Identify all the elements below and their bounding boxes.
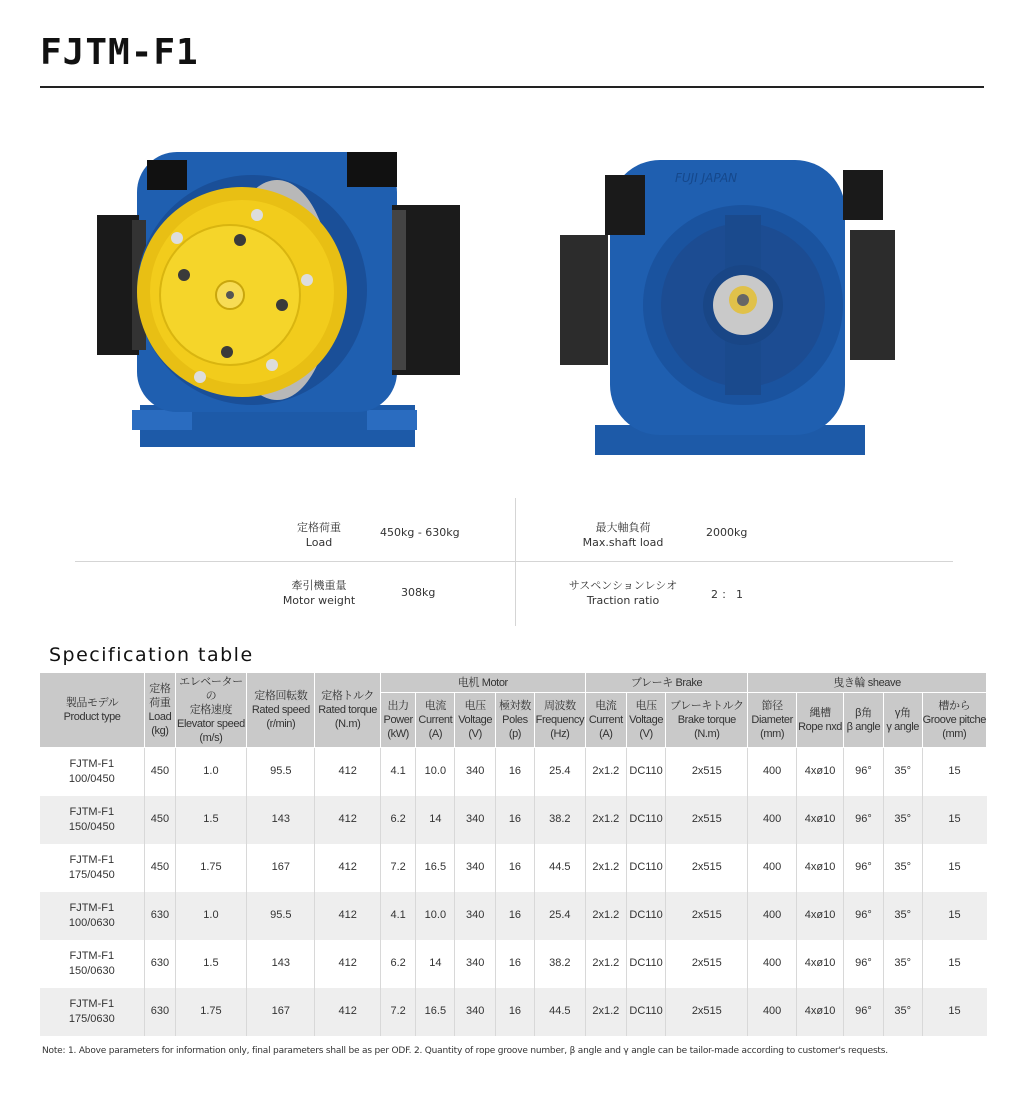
col-header-rated-speed [247, 673, 315, 748]
table-cell: 340 [455, 796, 496, 844]
table-cell: 167 [247, 844, 315, 892]
table-cell: 96° [844, 892, 884, 940]
table-row [40, 844, 987, 892]
table-cell: 35° [883, 748, 922, 796]
table-cell: 1.5 [175, 796, 246, 844]
spec-ratio-value: 2 ： 1 [711, 588, 743, 601]
table-cell: 2x515 [666, 892, 748, 940]
header-line: Elevator speed [177, 718, 245, 730]
table-cell: 16 [496, 940, 535, 988]
table-cell: 35° [883, 988, 922, 1036]
table-cell: 400 [748, 892, 797, 940]
table-cell: 16 [496, 892, 535, 940]
product-type-line: 100/0450 [68, 772, 115, 785]
spec-load-label: 定格荷重 Load [297, 521, 341, 549]
table-cell: 35° [883, 940, 922, 988]
header-line: Load [148, 711, 172, 723]
header-line: (A) [428, 728, 443, 740]
header-line: Rope nxd [798, 721, 843, 733]
header-line: Voltage [629, 714, 664, 726]
col-header-beta-angle [844, 693, 884, 748]
header-line: 电压 [464, 700, 486, 712]
table-cell: 412 [315, 892, 380, 940]
header-line: 製品モデル [65, 697, 119, 709]
key-specs [75, 498, 953, 628]
cell-product-type [40, 796, 145, 844]
spec-shaft-value: 2000kg [706, 526, 748, 539]
title-divider [40, 86, 984, 88]
header-line: 極対数 [499, 700, 531, 712]
header-line: Diameter [751, 714, 793, 726]
header-line: (r/min) [266, 718, 296, 730]
table-cell: 2x515 [666, 988, 748, 1036]
table-cell: 95.5 [247, 748, 315, 796]
product-type-line: 175/0630 [68, 1012, 115, 1025]
header-line: γ angle [886, 721, 920, 733]
header-line: Product type [63, 711, 121, 723]
header-line: 电压 [635, 700, 657, 712]
col-header-power [380, 693, 416, 748]
table-cell: 38.2 [534, 940, 585, 988]
table-cell: 96° [844, 844, 884, 892]
cell-product-type [40, 748, 145, 796]
table-cell: 1.0 [175, 748, 246, 796]
header-line: (A) [599, 728, 613, 740]
header-line: 定格 [149, 683, 171, 695]
table-cell: 2x515 [666, 748, 748, 796]
table-cell: 450 [145, 844, 176, 892]
header-line: (mm) [942, 728, 967, 740]
table-cell: 630 [145, 988, 176, 1036]
table-cell: 412 [315, 748, 380, 796]
table-cell: 35° [883, 844, 922, 892]
table-cell: 44.5 [534, 844, 585, 892]
table-cell: 15 [922, 988, 986, 1036]
header-line: 周波数 [543, 700, 576, 712]
header-line: 电流 [595, 700, 617, 712]
col-header-diameter [748, 693, 797, 748]
brand-text: FUJI JAPAN [675, 171, 738, 185]
table-cell: 2x515 [666, 844, 748, 892]
table-row [40, 748, 987, 796]
table-cell: 96° [844, 748, 884, 796]
col-header-groove-pitch [922, 693, 986, 748]
table-cell: 16.5 [416, 844, 455, 892]
cell-product-type [40, 844, 145, 892]
spec-weight-value: 308kg [401, 586, 436, 599]
motor-photo-front [92, 140, 472, 460]
table-cell: 412 [315, 796, 380, 844]
table-cell: 400 [748, 748, 797, 796]
table-cell: 96° [844, 796, 884, 844]
table-cell: 6.2 [380, 796, 416, 844]
table-cell: 44.5 [534, 988, 585, 1036]
table-cell: 4.1 [380, 892, 416, 940]
spec-table [39, 672, 987, 1036]
table-cell: 4xø10 [797, 748, 844, 796]
table-cell: 96° [844, 940, 884, 988]
header-line: (N.m) [694, 728, 720, 740]
col-header-product [40, 673, 145, 748]
header-line: 定格速度 [189, 704, 233, 716]
table-cell: 4xø10 [797, 796, 844, 844]
section-title: Specification table [49, 644, 254, 666]
table-cell: 2x1.2 [585, 748, 626, 796]
table-cell: 400 [748, 988, 797, 1036]
header-line: Voltage [458, 714, 493, 726]
table-cell: 15 [922, 892, 986, 940]
table-row [40, 796, 987, 844]
product-type-line: FJTM-F1 [69, 853, 115, 866]
table-cell: 4.1 [380, 748, 416, 796]
table-row [40, 988, 987, 1036]
header-line: Rated speed [251, 704, 310, 716]
product-type-line: 100/0630 [68, 916, 115, 929]
table-row [40, 940, 987, 988]
table-cell: 2x515 [666, 940, 748, 988]
product-type-line: FJTM-F1 [69, 949, 115, 962]
table-cell: 14 [416, 940, 455, 988]
table-cell: 450 [145, 748, 176, 796]
group-header-motor: 电机 Motor [380, 673, 585, 693]
table-cell: DC110 [626, 940, 666, 988]
header-line: Brake torque [677, 714, 736, 726]
header-line: Frequency [535, 714, 585, 726]
table-cell: 400 [748, 940, 797, 988]
table-cell: 35° [883, 892, 922, 940]
table-cell: 10.0 [416, 748, 455, 796]
col-header-poles [496, 693, 535, 748]
table-cell: 1.75 [175, 844, 246, 892]
header-line: (V) [468, 728, 482, 740]
header-line: 定格回転数 [254, 690, 308, 702]
table-cell: 167 [247, 988, 315, 1036]
table-cell: 16 [496, 748, 535, 796]
table-cell: 340 [455, 892, 496, 940]
cell-product-type [40, 892, 145, 940]
table-cell: 10.0 [416, 892, 455, 940]
header-line: (Hz) [550, 728, 570, 740]
table-cell: 4xø10 [797, 892, 844, 940]
table-cell: 400 [748, 796, 797, 844]
header-line: 电流 [424, 700, 446, 712]
col-header-motor-voltage [455, 693, 496, 748]
table-cell: 412 [315, 844, 380, 892]
spec-load-value: 450kg - 630kg [380, 526, 460, 539]
product-type-line: FJTM-F1 [69, 997, 115, 1010]
spec-divider-horizontal [75, 561, 953, 562]
table-cell: 340 [455, 940, 496, 988]
table-cell: DC110 [626, 892, 666, 940]
header-line: Rated torque [318, 704, 378, 716]
product-type-line: 150/0450 [68, 820, 115, 833]
table-cell: 15 [922, 796, 986, 844]
header-line: (kW) [387, 728, 409, 740]
table-cell: 15 [922, 748, 986, 796]
header-line: 出力 [387, 700, 409, 712]
page-title: FJTM-F1 [40, 32, 199, 73]
table-cell: 143 [247, 796, 315, 844]
table-cell: 16 [496, 988, 535, 1036]
header-line: Power [383, 714, 413, 726]
table-cell: 2x1.2 [585, 988, 626, 1036]
table-cell: 4xø10 [797, 844, 844, 892]
col-header-rope [797, 693, 844, 748]
col-header-frequency [534, 693, 585, 748]
col-header-gamma-angle [883, 693, 922, 748]
col-header-brake-voltage [626, 693, 666, 748]
spec-divider-vertical [515, 498, 516, 626]
table-cell: 2x1.2 [585, 940, 626, 988]
table-cell: 7.2 [380, 988, 416, 1036]
table-cell: 2x1.2 [585, 844, 626, 892]
group-header-brake: ブレーキ Brake [585, 673, 747, 693]
table-cell: 16 [496, 844, 535, 892]
col-header-load [145, 673, 176, 748]
table-cell: 143 [247, 940, 315, 988]
header-line: γ角 [894, 707, 911, 719]
table-cell: 1.75 [175, 988, 246, 1036]
table-cell: 16 [496, 796, 535, 844]
product-type-line: FJTM-F1 [69, 805, 115, 818]
product-type-line: 175/0450 [68, 868, 115, 881]
product-type-line: FJTM-F1 [69, 757, 115, 770]
table-cell: 412 [315, 988, 380, 1036]
spec-ratio-label: サスペンションレシオ Traction ratio [568, 579, 678, 607]
col-header-brake-torque [666, 693, 748, 748]
header-line: (kg) [151, 725, 169, 737]
table-cell: 95.5 [247, 892, 315, 940]
table-cell: 35° [883, 796, 922, 844]
table-cell: 2x1.2 [585, 796, 626, 844]
table-cell: 25.4 [534, 892, 585, 940]
header-line: 節径 [761, 700, 783, 712]
table-cell: DC110 [626, 748, 666, 796]
header-line: 荷重 [149, 697, 171, 709]
table-cell: 400 [748, 844, 797, 892]
table-cell: 2x1.2 [585, 892, 626, 940]
table-cell: 14 [416, 796, 455, 844]
header-line: Current [588, 714, 623, 726]
footnote: Note: 1. Above parameters for information only, final parameters shall be as per ODF. 2. Quantity of rope groove number, β angle and γ angle can be tailor-made according to customer's requests. [42, 1046, 888, 1056]
product-type-line: 150/0630 [68, 964, 115, 977]
header-line: β角 [855, 707, 872, 719]
table-cell: 25.4 [534, 748, 585, 796]
table-cell: 1.0 [175, 892, 246, 940]
table-cell: DC110 [626, 988, 666, 1036]
header-line: (m/s) [199, 732, 223, 744]
header-line: Current [418, 714, 453, 726]
header-line: (V) [639, 728, 653, 740]
table-cell: 412 [315, 940, 380, 988]
header-line: β angle [846, 721, 881, 733]
table-row [40, 892, 987, 940]
header-line: ブレーキトルク [670, 700, 744, 712]
table-cell: DC110 [626, 796, 666, 844]
table-cell: 340 [455, 844, 496, 892]
header-line: (p) [508, 728, 522, 740]
table-cell: DC110 [626, 844, 666, 892]
cell-product-type [40, 940, 145, 988]
header-line: 槽から [938, 700, 971, 712]
group-header-sheave: 曳き輪 sheave [748, 673, 987, 693]
col-header-rated-torque [315, 673, 380, 748]
table-cell: 2x515 [666, 796, 748, 844]
table-cell: 340 [455, 988, 496, 1036]
table-cell: 1.5 [175, 940, 246, 988]
cell-product-type [40, 988, 145, 1036]
spec-weight-label: 牽引機重量 Motor weight [282, 579, 356, 607]
table-cell: 38.2 [534, 796, 585, 844]
col-header-brake-current [585, 693, 626, 748]
header-line: (mm) [760, 728, 785, 740]
table-cell: 6.2 [380, 940, 416, 988]
table-cell: 15 [922, 940, 986, 988]
col-header-elevator-speed [175, 673, 246, 748]
header-line: Groove pitche [922, 714, 986, 726]
table-cell: 7.2 [380, 844, 416, 892]
table-cell: 450 [145, 796, 176, 844]
header-line: 縄槽 [809, 707, 831, 719]
header-line: Poles [502, 714, 528, 726]
motor-photo-rear [555, 140, 900, 460]
table-cell: 16.5 [416, 988, 455, 1036]
header-line: エレベーターの [179, 676, 243, 702]
product-type-line: FJTM-F1 [69, 901, 115, 914]
table-cell: 96° [844, 988, 884, 1036]
table-cell: 630 [145, 892, 176, 940]
table-cell: 15 [922, 844, 986, 892]
table-cell: 630 [145, 940, 176, 988]
header-line: (N.m) [334, 718, 361, 730]
spec-shaft-label: 最大軸負荷 Max.shaft load [582, 521, 664, 549]
table-cell: 4xø10 [797, 940, 844, 988]
table-cell: 340 [455, 748, 496, 796]
table-cell: 4xø10 [797, 988, 844, 1036]
col-header-motor-current [416, 693, 455, 748]
header-line: 定格トルク [321, 690, 375, 702]
